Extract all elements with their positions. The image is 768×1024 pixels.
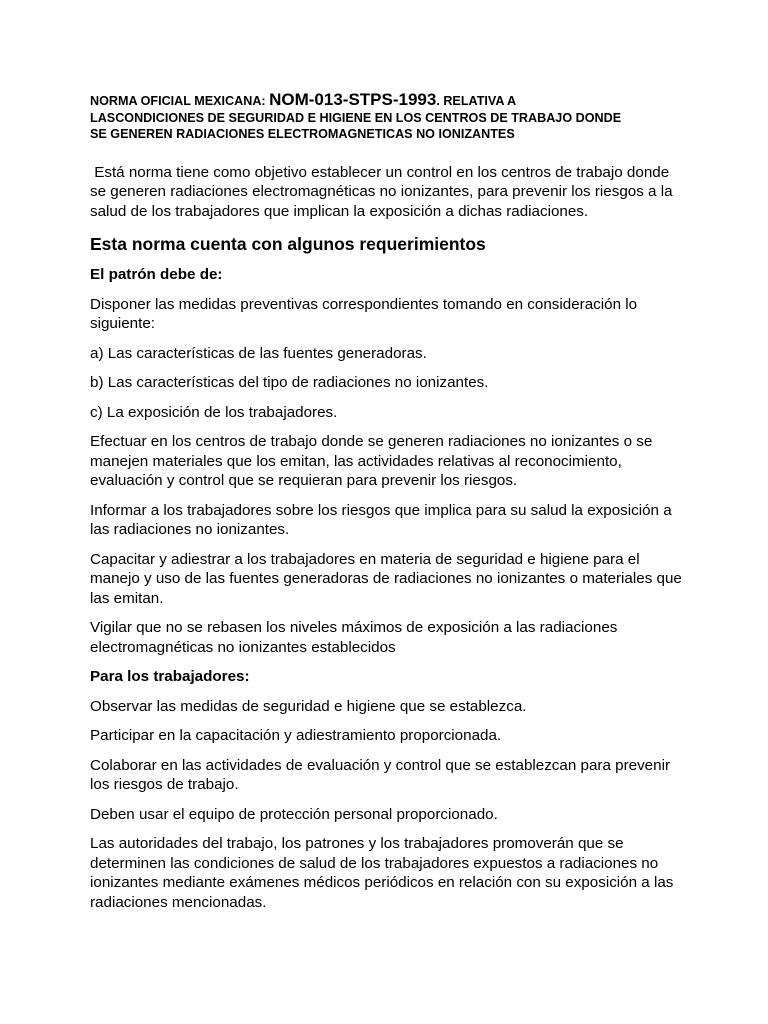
- paragraph-line: Informar a los trabajadores sobre los riesgos que implica para su salud la exposición a: [90, 501, 672, 519]
- paragraph-line: a) Las características de las fuentes generadoras.: [90, 344, 427, 362]
- requirement-paragraph: [90, 432, 695, 491]
- paragraph-line: manejo y uso de las fuentes generadoras de radiaciones no ionizantes o materiales que: [90, 570, 682, 587]
- requirement-paragraph: [90, 834, 695, 912]
- requirement-paragraph: [90, 344, 695, 364]
- paragraph-line: Observar las medidas de seguridad e higiene que se establezca.: [90, 697, 527, 715]
- paragraph-line: manejen materiales que los emitan, las actividades relativas al reconocimiento,: [90, 452, 622, 470]
- paragraph-line: determinen las condiciones de salud de los trabajadores expuestos a radiaciones no: [90, 854, 659, 872]
- paragraph-line: los riesgos de trabajo.: [90, 776, 239, 793]
- paragraph-line: Vigilar que no se rebasen los niveles máximos de exposición a las radiaciones: [90, 619, 618, 636]
- title-line-1: [90, 92, 695, 110]
- section-heading: Esta norma cuenta con algunos requerimientos: [90, 234, 486, 254]
- requirement-paragraph: [90, 756, 695, 795]
- requirement-paragraph: [90, 550, 695, 609]
- employer-heading: El patrón debe de:: [90, 266, 223, 283]
- document-page: [90, 92, 695, 912]
- paragraph-line: evaluación y control que se requieran para prevenir los riesgos.: [90, 472, 518, 489]
- requirement-paragraph: [90, 805, 695, 825]
- paragraph-line: b) Las características del tipo de radiaciones no ionizantes.: [90, 374, 489, 391]
- paragraph-line: Disponer las medidas preventivas correspondientes tomando en consideración lo: [90, 295, 638, 313]
- paragraph-line: Participar en la capacitación y adiestramiento proporcionada.: [90, 727, 502, 744]
- paragraph-line: Colaborar en las actividades de evaluación y control que se establezcan para prevenir: [90, 756, 671, 774]
- paragraph-line: Deben usar el equipo de protección personal proporcionado.: [90, 805, 498, 823]
- intro-paragraph: [90, 163, 695, 222]
- paragraph-line: c) La exposición de los trabajadores.: [90, 403, 338, 421]
- paragraph-line: radiaciones mencionadas.: [90, 893, 267, 911]
- title-norm-code: NOM-013-STPS-1993: [269, 90, 437, 109]
- title-prefix: NORMA OFICIAL MEXICANA:: [90, 94, 270, 108]
- employer-requirements: [90, 295, 695, 658]
- paragraph-line: ionizantes mediante exámenes médicos periódicos en relación con su exposición a las: [90, 874, 674, 891]
- document-title: [90, 92, 695, 143]
- workers-heading: Para los trabajadores:: [90, 668, 250, 685]
- requirement-paragraph: [90, 501, 695, 540]
- intro-line: se generen radiaciones electromagnéticas no ionizantes, para prevenir los riesgos a la: [90, 183, 673, 200]
- requirement-paragraph: [90, 726, 695, 746]
- paragraph-line: las emitan.: [90, 589, 164, 607]
- paragraph-line: Las autoridades del trabajo, los patrones y los trabajadores promoverán que se: [90, 835, 624, 852]
- paragraph-line: Efectuar en los centros de trabajo donde se generen radiaciones no ionizantes o se: [90, 433, 653, 450]
- intro-line: Está norma tiene como objetivo establecer un control en los centros de trabajo donde: [90, 163, 670, 181]
- requirement-paragraph: [90, 373, 695, 393]
- title-line-2: LASCONDICIONES DE SEGURIDAD E HIGIENE EN LOS CENTROS DE TRABAJO DONDE: [90, 110, 622, 125]
- paragraph-line: electromagnéticas no ionizantes establecidos: [90, 638, 396, 656]
- paragraph-line: Capacitar y adiestrar a los trabajadores en materia de seguridad e higiene para el: [90, 550, 640, 568]
- paragraph-line: las radiaciones no ionizantes.: [90, 521, 290, 538]
- requirement-paragraph: [90, 403, 695, 423]
- worker-requirements: [90, 697, 695, 913]
- requirement-paragraph: [90, 618, 695, 657]
- title-suffix: . RELATIVA A: [436, 94, 517, 108]
- paragraph-line: siguiente:: [90, 315, 156, 332]
- title-line-3: SE GENEREN RADIACIONES ELECTROMAGNETICAS NO IONIZANTES: [90, 127, 515, 141]
- requirement-paragraph: [90, 295, 695, 334]
- intro-line: salud de los trabajadores que implican la exposición a dichas radiaciones.: [90, 202, 589, 220]
- requirement-paragraph: [90, 697, 695, 717]
